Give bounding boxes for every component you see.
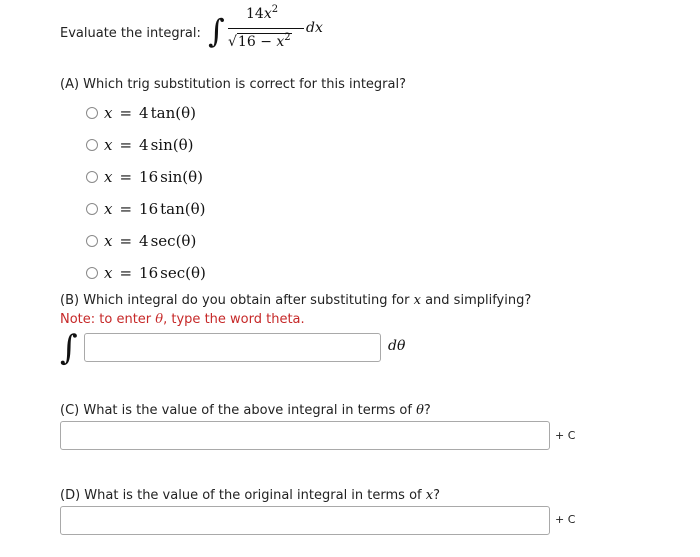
option-expression: x = 16 sec(θ) <box>104 264 206 282</box>
part-c-question: (C) What is the value of the above integral in terms of θ? <box>60 403 431 418</box>
option-expression: x = 16 tan(θ) <box>104 200 206 218</box>
part-d-answer-input[interactable] <box>60 506 550 535</box>
radio-button[interactable] <box>86 107 98 119</box>
part-a-option-4[interactable] <box>86 200 206 218</box>
integral-denominator: $√16 - x^2$ <box>228 32 291 50</box>
integral-numerator: $14x^2$ <box>246 4 279 22</box>
part-b-dtheta: dθ <box>388 338 406 354</box>
integral-dx: dx <box>306 20 323 36</box>
part-a-option-6[interactable] <box>86 264 206 282</box>
radio-button[interactable] <box>86 139 98 151</box>
integral-expression <box>208 4 338 58</box>
part-b-answer-input[interactable] <box>84 333 381 362</box>
part-a-option-3[interactable] <box>86 168 203 186</box>
option-expression: x = 4 tan(θ) <box>104 104 196 122</box>
part-d-question: (D) What is the value of the original integral in terms of x? <box>60 488 440 503</box>
fraction-bar <box>228 28 304 29</box>
radio-button[interactable] <box>86 267 98 279</box>
part-a-option-1[interactable] <box>86 104 196 122</box>
part-b-note: Note: to enter θ, type the word theta. <box>60 312 305 327</box>
integral-sign: ∫ <box>208 12 225 50</box>
part-a-question: (A) Which trig substitution is correct for this integral? <box>60 77 406 92</box>
part-b-integral-sign: ∫ <box>60 328 78 368</box>
part-a-option-2[interactable] <box>86 136 193 154</box>
radio-button[interactable] <box>86 203 98 215</box>
option-expression: x = 16 sin(θ) <box>104 168 204 186</box>
option-expression: x = 4 sin(θ) <box>104 136 194 154</box>
part-b-question: (B) Which integral do you obtain after substituting for x and simplifying? <box>60 293 532 308</box>
option-expression: x = 4 sec(θ) <box>104 232 197 250</box>
prompt-label: Evaluate the integral: <box>60 26 201 41</box>
radio-button[interactable] <box>86 235 98 247</box>
part-c-answer-input[interactable] <box>60 421 550 450</box>
part-c-plus-c: + C <box>555 429 576 442</box>
part-d-plus-c: + C <box>555 513 576 526</box>
radio-button[interactable] <box>86 171 98 183</box>
part-a-option-5[interactable] <box>86 232 196 250</box>
sqrt-sign: √ <box>228 34 237 50</box>
